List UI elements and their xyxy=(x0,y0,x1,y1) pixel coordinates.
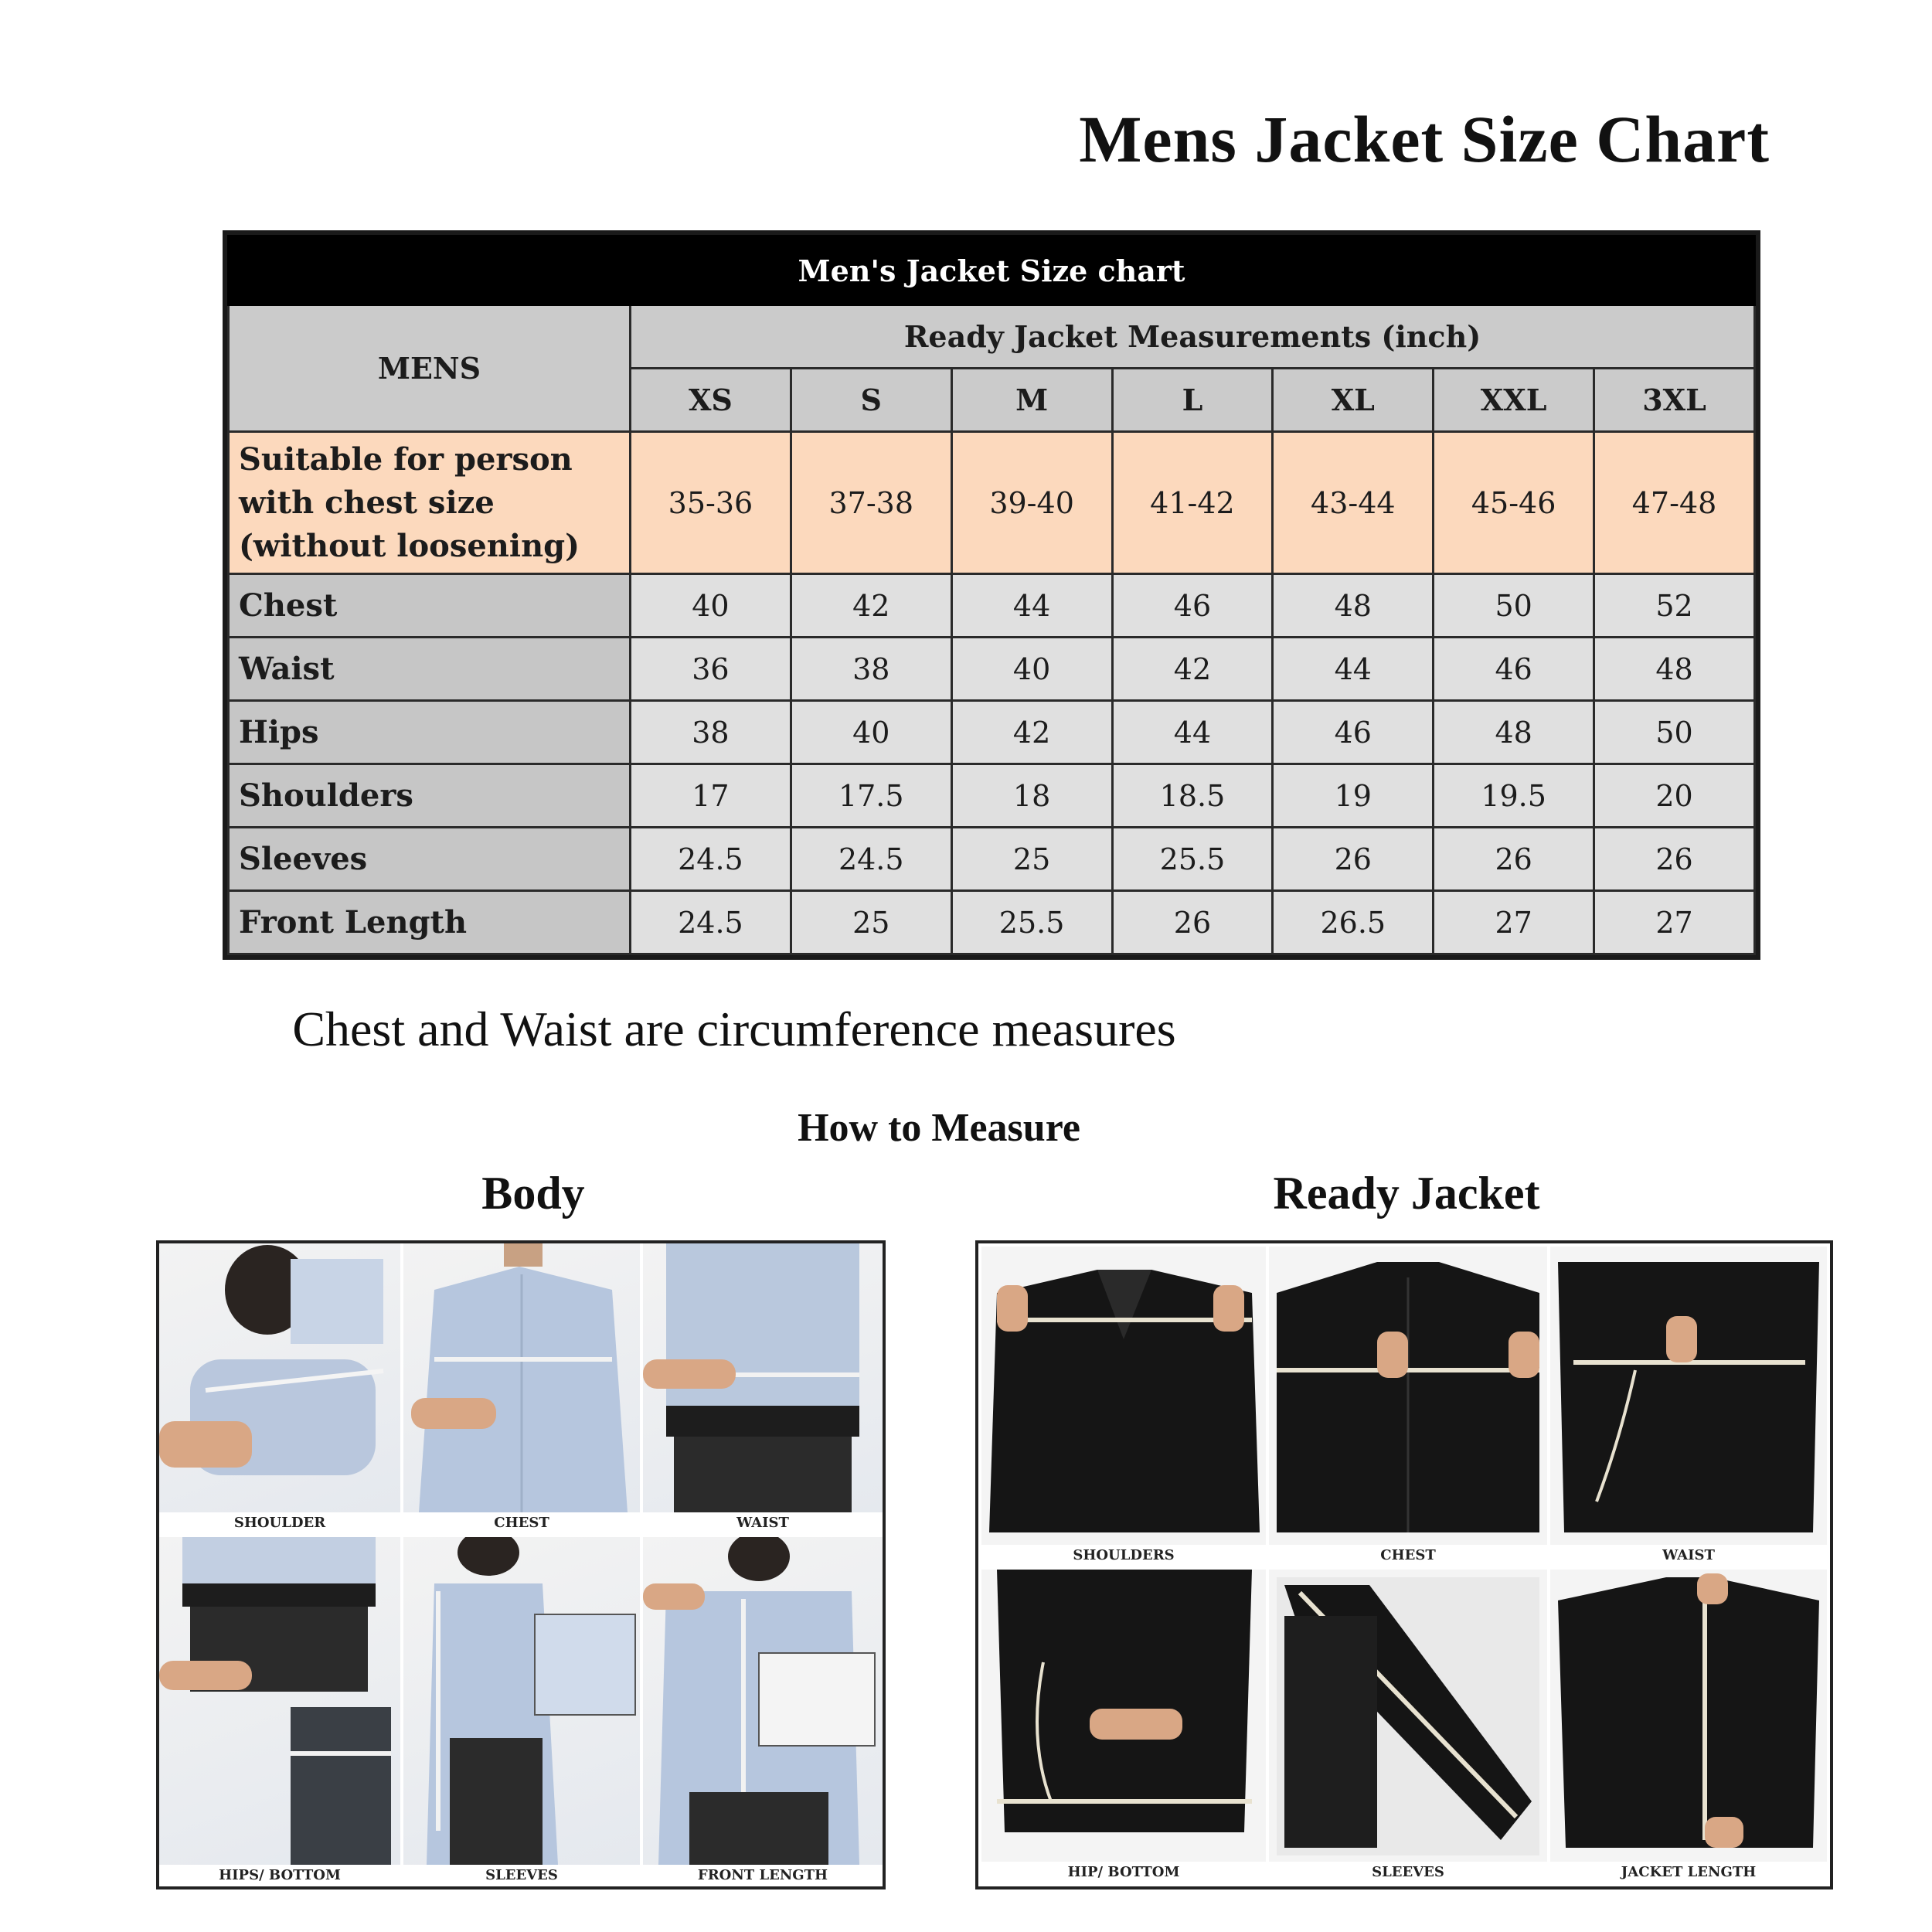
cell-value: 40 xyxy=(951,638,1112,701)
row-label: Shoulders xyxy=(229,764,631,828)
jacket-waist-photo-image xyxy=(1550,1247,1827,1545)
cell-value: 42 xyxy=(951,701,1112,764)
table-row xyxy=(229,574,1755,638)
photo-caption: SLEEVES xyxy=(403,1865,640,1886)
photo-caption: HIP/ BOTTOM xyxy=(981,1862,1266,1883)
photo-tile-waist xyxy=(643,1243,883,1534)
photo-caption: CHEST xyxy=(1269,1545,1547,1566)
suitable-label-line: (without loosening) xyxy=(239,527,580,564)
cell-value: 27 xyxy=(1434,891,1594,954)
table-caption: Men's Jacket Size chart xyxy=(229,236,1755,305)
cell-value: 38 xyxy=(631,701,791,764)
cell-value: 46 xyxy=(1434,638,1594,701)
table-row xyxy=(229,828,1755,891)
size-header: M xyxy=(951,369,1112,432)
cell-value: 24.5 xyxy=(631,828,791,891)
photo-caption: FRONT LENGTH xyxy=(643,1865,883,1886)
cell-value: 48 xyxy=(1594,638,1755,701)
body-heading: Body xyxy=(481,1168,585,1219)
cell-value: 26 xyxy=(1112,891,1273,954)
waist-photo-image xyxy=(643,1243,883,1512)
photo-caption: WAIST xyxy=(643,1512,883,1534)
size-header: S xyxy=(791,369,951,432)
suitable-value: 43-44 xyxy=(1273,432,1434,574)
size-header: 3XL xyxy=(1594,369,1755,432)
cell-value: 24.5 xyxy=(631,891,791,954)
size-grid xyxy=(227,235,1756,955)
cell-value: 50 xyxy=(1594,701,1755,764)
cell-value: 25.5 xyxy=(1112,828,1273,891)
photo-caption: SHOULDERS xyxy=(981,1545,1266,1566)
suitable-value: 41-42 xyxy=(1112,432,1273,574)
cell-value: 25 xyxy=(951,828,1112,891)
group-header: Ready Jacket Measurements (inch) xyxy=(631,305,1755,369)
cell-value: 19.5 xyxy=(1434,764,1594,828)
cell-value: 26 xyxy=(1273,828,1434,891)
photo-caption: SHOULDER xyxy=(159,1512,400,1534)
cell-value: 52 xyxy=(1594,574,1755,638)
photo-tile-shoulders xyxy=(981,1247,1266,1566)
cell-value: 26 xyxy=(1594,828,1755,891)
cell-value: 48 xyxy=(1434,701,1594,764)
jacket-chest-photo-image xyxy=(1269,1247,1547,1545)
photo-tile-shoulder xyxy=(159,1243,400,1534)
photo-tile-jacket-hip xyxy=(981,1570,1266,1883)
cell-value: 48 xyxy=(1273,574,1434,638)
circumference-note: Chest and Waist are circumference measures xyxy=(292,1002,1176,1056)
photo-tile-jacket-length xyxy=(1550,1570,1827,1883)
jacket-sleeves-photo-image xyxy=(1269,1570,1547,1862)
cell-value: 44 xyxy=(1112,701,1273,764)
cell-value: 42 xyxy=(1112,638,1273,701)
how-to-measure-heading: How to Measure xyxy=(798,1106,1080,1150)
photo-caption: WAIST xyxy=(1550,1545,1827,1566)
suitable-label-line: with chest size xyxy=(239,484,495,521)
cell-value: 38 xyxy=(791,638,951,701)
cell-value: 19 xyxy=(1273,764,1434,828)
cell-value: 18.5 xyxy=(1112,764,1273,828)
page-title: Mens Jacket Size Chart xyxy=(1079,102,1770,176)
suitable-value: 39-40 xyxy=(951,432,1112,574)
table-row xyxy=(229,891,1755,954)
size-header: XXL xyxy=(1434,369,1594,432)
table-row xyxy=(229,764,1755,828)
row-label: Hips xyxy=(229,701,631,764)
suitable-value: 35-36 xyxy=(631,432,791,574)
chest-photo-image xyxy=(403,1243,640,1512)
size-header: L xyxy=(1112,369,1273,432)
suitable-row xyxy=(229,432,1755,574)
photo-tile-jacket-waist xyxy=(1550,1247,1827,1566)
cell-value: 17.5 xyxy=(791,764,951,828)
cell-value: 25 xyxy=(791,891,951,954)
cell-value: 27 xyxy=(1594,891,1755,954)
size-chart-table xyxy=(223,230,1760,960)
cell-value: 46 xyxy=(1112,574,1273,638)
table-row xyxy=(229,638,1755,701)
photo-tile-front-length xyxy=(643,1537,883,1886)
photo-caption: JACKET LENGTH xyxy=(1550,1862,1827,1883)
cell-value: 42 xyxy=(791,574,951,638)
jacket-length-photo-image xyxy=(1550,1570,1827,1862)
row-label: Front Length xyxy=(229,891,631,954)
photo-caption: SLEEVES xyxy=(1269,1862,1547,1883)
cell-value: 44 xyxy=(1273,638,1434,701)
cell-value: 44 xyxy=(951,574,1112,638)
sleeves-photo-image xyxy=(403,1537,640,1865)
table-row xyxy=(229,701,1755,764)
suitable-value: 47-48 xyxy=(1594,432,1755,574)
corner-label: MENS xyxy=(229,305,631,432)
cell-value: 24.5 xyxy=(791,828,951,891)
cell-value: 50 xyxy=(1434,574,1594,638)
suitable-label-line: Suitable for person xyxy=(239,440,573,478)
table-caption-row xyxy=(229,236,1755,305)
hips-photo-image xyxy=(159,1537,400,1865)
cell-value: 26.5 xyxy=(1273,891,1434,954)
suitable-value: 45-46 xyxy=(1434,432,1594,574)
photo-tile-hips xyxy=(159,1537,400,1886)
cell-value: 26 xyxy=(1434,828,1594,891)
shoulders-photo-image xyxy=(981,1247,1266,1545)
body-measure-photos xyxy=(156,1240,886,1889)
shoulder-photo-image xyxy=(159,1243,400,1512)
photo-tile-chest xyxy=(403,1243,640,1534)
jacket-hip-photo-image xyxy=(981,1570,1266,1862)
front-length-photo-image xyxy=(643,1537,883,1865)
photo-caption: HIPS/ BOTTOM xyxy=(159,1865,400,1886)
photo-caption: CHEST xyxy=(403,1512,640,1534)
cell-value: 20 xyxy=(1594,764,1755,828)
photo-tile-jacket-sleeves xyxy=(1269,1570,1547,1883)
cell-value: 25.5 xyxy=(951,891,1112,954)
group-header-row xyxy=(229,305,1755,369)
size-header: XL xyxy=(1273,369,1434,432)
jacket-measure-photos xyxy=(975,1240,1833,1889)
row-label: Waist xyxy=(229,638,631,701)
cell-value: 40 xyxy=(791,701,951,764)
cell-value: 17 xyxy=(631,764,791,828)
ready-jacket-heading: Ready Jacket xyxy=(1273,1168,1540,1219)
row-label: Sleeves xyxy=(229,828,631,891)
photo-tile-sleeves xyxy=(403,1537,640,1886)
cell-value: 40 xyxy=(631,574,791,638)
cell-value: 36 xyxy=(631,638,791,701)
row-label: Chest xyxy=(229,574,631,638)
suitable-value: 37-38 xyxy=(791,432,951,574)
photo-tile-jacket-chest xyxy=(1269,1247,1547,1566)
cell-value: 46 xyxy=(1273,701,1434,764)
suitable-label xyxy=(229,432,631,574)
cell-value: 18 xyxy=(951,764,1112,828)
size-header: XS xyxy=(631,369,791,432)
